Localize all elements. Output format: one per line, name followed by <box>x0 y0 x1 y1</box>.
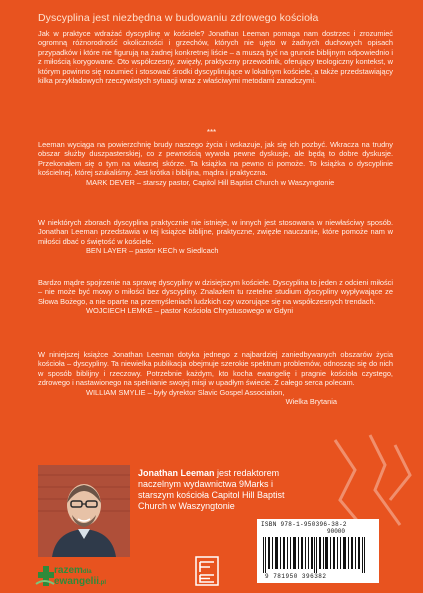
endorsement-author: BEN LAYER – pastor KECh w Siedlcach <box>86 246 219 256</box>
publisher-name <box>54 566 106 588</box>
fe-logo <box>195 556 219 586</box>
author-photo <box>38 465 130 557</box>
endorsement-author-country: Wielka Brytania <box>285 397 337 407</box>
section-separator: *** <box>206 128 217 137</box>
intro-paragraph <box>38 29 393 85</box>
author-bio-text: jest redaktorem naczelnym wydawnictwa 9Marks i starszym kościoła Capitol Hill Baptist Church w Waszyngtonie <box>138 468 285 511</box>
endorsement-author: MARK DEVER – starszy pastor, Capitol Hill Baptist Church w Waszyngtonie <box>86 177 335 187</box>
author-name: Jonathan Leeman <box>138 468 215 478</box>
intro-text: Jak w praktyce wdrażać dyscyplinę w kościele? Jonathan Leeman pomaga nam dostrzec i zrozumieć ogromną różnorodność okoliczności i grzechów, których nie ujęto w żadnych duchowych opisach przypadków i które nie figurują na żadnej konkretnej liście – a muszą być na gruncie biblijnym odpowiednio i z miłością korygowane. Oto współczesny, zwięzły, praktyczny przewodnik, oferujący teologiczny kontekst, w którym powinno się rozumieć i stosować środki dyscyplinujące w lokalnym kościele, a także przedstawiający kilka przykładowych rzeczywistych sytuacji wraz z właściwymi metodami zaradczymi. <box>38 29 393 86</box>
barcode-digits: 9 781950 396382 <box>265 573 327 580</box>
endorsement-1 <box>38 140 393 187</box>
endorsement-text: Bardzo mądre spojrzenie na sprawę dyscypliny w dzisiejszym kościele. Dyscyplina to jeden z odcieni miłości – nie może być mowy o miłości bez dyscypliny. Znalazłem tu rzetelne studium dyscypliny wypływające ze Słowa Bożego, a nie oparte na przemyśleniach ludzkich czy wzorujące się na współczesnych trendach. <box>38 278 393 306</box>
endorsement-text: W niektórych zborach dyscyplina praktycznie nie istnieje, w innych jest stosowana w niewłaściwy sposób. Jonathan Leeman przedstawia w tej książce biblijne, praktyczne, zwięzłe nauczanie, które pomoże nam w miłości dbać o świętość w kościele. <box>38 218 393 246</box>
endorsement-author: WOJCIECH LEMKE – pastor Kościoła Chrystusowego w Gdyni <box>86 306 294 316</box>
endorsement-4 <box>38 350 393 406</box>
publisher-word-2: dla <box>82 569 92 575</box>
publisher-suffix: .pl <box>99 580 107 586</box>
cover-title: Dyscyplina jest niezbędna w budowaniu zdrowego kościoła <box>38 12 319 24</box>
endorsement-author: WILLIAM SMYLIE – były dyrektor Slavic Gospel Association, <box>86 387 285 397</box>
publisher-word-3: ewangelii <box>54 576 100 587</box>
isbn-number: ISBN 978-1-950396-38-2 <box>261 521 347 528</box>
publisher-word-1: razem <box>54 565 83 576</box>
endorsement-2 <box>38 218 393 256</box>
endorsement-3 <box>38 278 393 316</box>
endorsement-text: W niniejszej książce Jonathan Leeman dotyka jednego z najbardziej zaniedbywanych obszarów życia kościoła – dyscypliny. Ta niewielka publikacja obejmuje szerokie spektrum problemów, odnosząc się do nich w sposób biblijny i rzeczowy. Potrzebnie każdym, kto kocha ewangelię i pragnie kościoła czystego, zdrowego i nastawionego na spełnianie swojej misji w upadłym świecie. Z całego serca polecam. <box>38 350 393 388</box>
endorsement-text: Leeman wyciąga na powierzchnię brudy naszego życia i wskazuje, jak się ich pozbyć. Wkracza na trudny obszar służby duszpasterskiej, co z pewnością wywoła pewne dyskusje, ale będą to dobre dyskusje. Przekonałem się o tym na własnej skórze. Ta książka na pewno ci pomoże. To książka o dyscyplinie kościelnej, której szukaliśmy. Jest krótka i biblijna, mądra i praktyczna. <box>38 140 393 178</box>
barcode-addon: 90000 <box>327 528 346 535</box>
isbn-barcode <box>257 519 379 583</box>
author-bio <box>138 468 308 512</box>
